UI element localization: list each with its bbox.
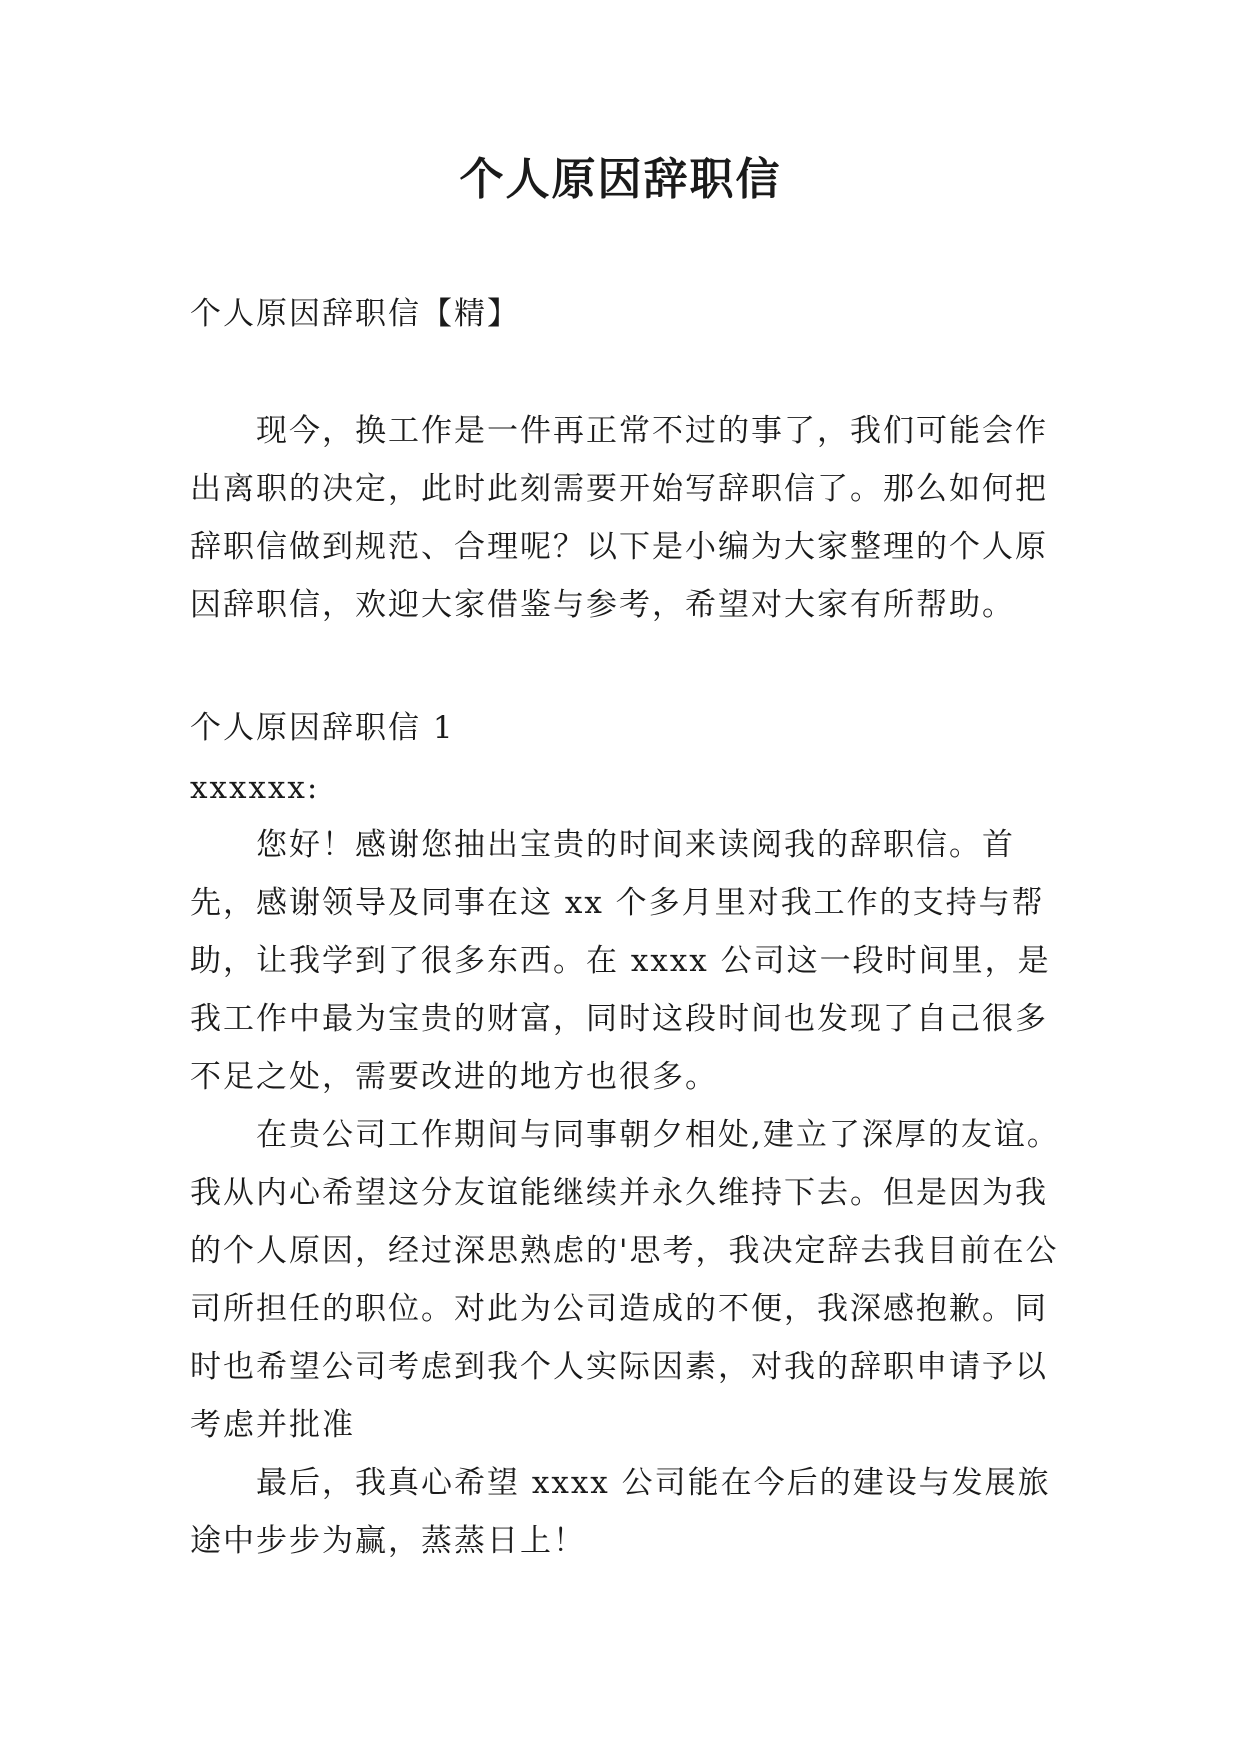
letter-paragraph: 最后，我真心希望 xxxx 公司能在今后的建设与发展旅途中步步为赢，蒸蒸日上！ bbox=[190, 1465, 1051, 1559]
letter-body bbox=[190, 816, 1070, 1570]
section-heading: 个人原因辞职信 1 bbox=[190, 710, 455, 746]
letter-paragraph: 在贵公司工作期间与同事朝夕相处,建立了深厚的友谊。我从内心希望这分友谊能继续并永久维持下去。但是因为我的个人原因，经过深思熟虑的'思考，我决定辞去我目前在公司所担任的职位。对此为公司造成的不便，我深感抱歉。同时也希望公司考虑到我个人实际因素，对我的辞职申请予以考虑并批准 bbox=[190, 1117, 1060, 1443]
letter-paragraph: 您好！感谢您抽出宝贵的时间来读阅我的辞职信。首先，感谢领导及同事在这 xx 个多月里对我工作的支持与帮助，让我学到了很多东西。在 xxxx 公司这一段时间里，是我工作中最为宝贵的财富，同时这段时间也发现了自己很多不足之处，需要改进的地方也很多。 bbox=[190, 827, 1051, 1095]
document-subtitle: 个人原因辞职信【精】 bbox=[190, 296, 520, 332]
intro-paragraph: 现今，换工作是一件再正常不过的事了，我们可能会作出离职的决定，此时此刻需要开始写辞职信了。那么如何把辞职信做到规范、合理呢？以下是小编为大家整理的个人原因辞职信，欢迎大家借鉴与参考，希望对大家有所帮助。 bbox=[190, 413, 1048, 623]
letter-salutation: xxxxxx: bbox=[190, 770, 320, 806]
document-title: 个人原因辞职信 bbox=[459, 154, 782, 205]
